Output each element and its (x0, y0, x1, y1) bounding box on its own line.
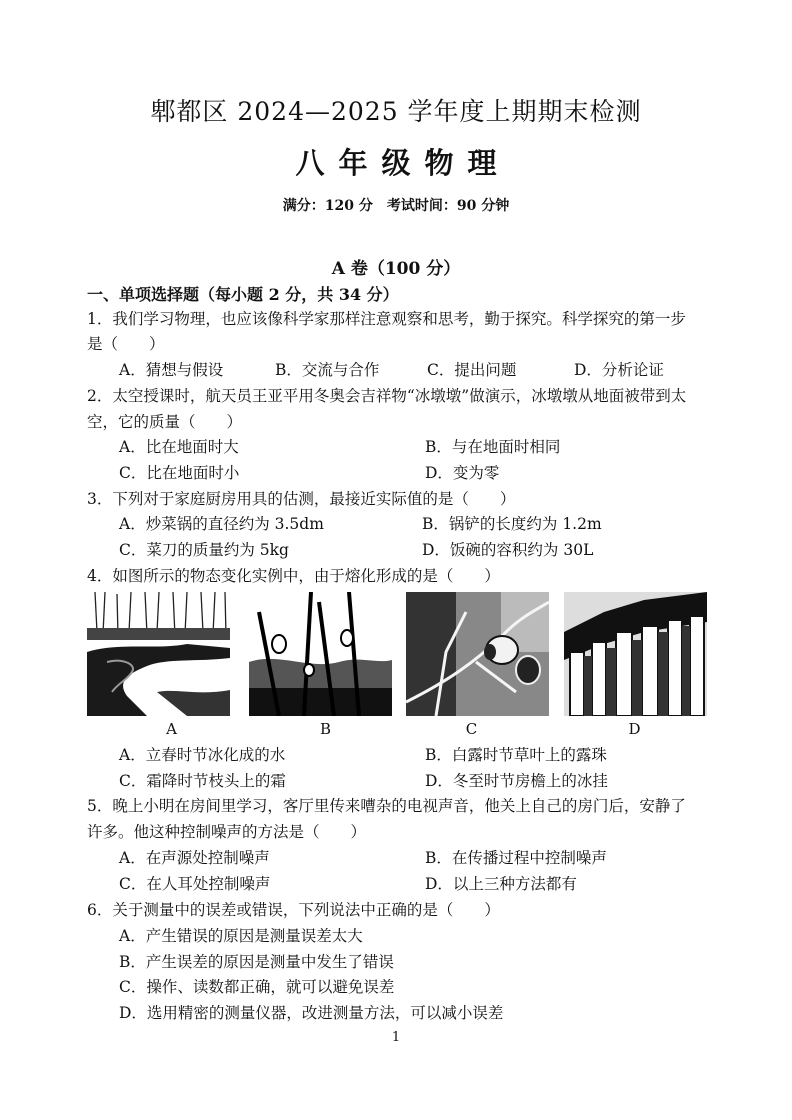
exam-meta (0, 195, 792, 215)
q6-option-a: A．产生错误的原因是测量误差太大 (119, 927, 363, 945)
q2-option-b: B．与在地面时相同 (425, 438, 561, 456)
question-6-stem: 6．关于测量中的误差或错误，下列说法中正确的是（ ） (87, 901, 500, 919)
question-2-stem: 2．太空授课时，航天员王亚平用冬奥会吉祥物“冰墩墩”做演示，冰墩墩从地面被带到太 (87, 387, 687, 405)
question-1-stem-cont: 是（ ） (87, 335, 165, 353)
q4-option-b: B．白露时节草叶上的露珠 (425, 746, 607, 764)
q3-option-a: A．炒菜锅的直径约为 3.5dm (119, 515, 324, 533)
q4-option-c: C．霜降时节枝头上的霜 (119, 772, 286, 790)
figure-a-melting-ice (87, 592, 230, 716)
paper-a-heading: A 卷（100 分） (331, 259, 461, 279)
figure-b-dew-grass (249, 592, 392, 716)
q2-option-d: D．变为零 (425, 464, 500, 482)
question-1-stem: 1．我们学习物理，也应该像科学家那样注意观察和思考，勤于探究。科学探究的第一步 (87, 310, 686, 328)
q5-option-b: B．在传播过程中控制噪声 (425, 849, 607, 867)
figure-c-frost-branch (406, 592, 549, 716)
figure-d-icicles (564, 592, 707, 716)
exam-title: 郫都区 2024—2025 学年度上期期末检测 (150, 97, 642, 126)
q5-option-d: D．以上三种方法都有 (425, 875, 577, 893)
q5-option-a: A．在声源处控制噪声 (119, 849, 270, 867)
question-5-stem-cont: 许多。他这种控制噪声的方法是（ ） (87, 823, 367, 841)
q4-option-a: A．立春时节冰化成的水 (119, 746, 286, 764)
q6-option-c: C．操作、读数都正确，就可以避免误差 (119, 978, 395, 996)
q1-option-a: A．猜想与假设 (119, 361, 224, 379)
q3-option-d: D．饭碗的容积约为 30L (422, 541, 594, 559)
page-number: 1 (391, 1030, 401, 1045)
full-score: 满分：120 分 (282, 198, 373, 214)
q2-option-c: C．比在地面时小 (119, 464, 240, 482)
section-heading: 一、单项选择题（每小题 2 分，共 34 分） (87, 285, 399, 304)
figure-label-c: C (465, 720, 478, 738)
q4-option-d: D．冬至时节房檐上的冰挂 (425, 772, 608, 790)
question-5-stem: 5．晚上小明在房间里学习，客厅里传来嘈杂的电视声音，他关上自己的房门后，安静了 (87, 797, 686, 815)
figure-label-d: D (628, 720, 641, 738)
q2-option-a: A．比在地面时大 (119, 438, 239, 456)
q1-option-b: B．交流与合作 (275, 361, 380, 379)
subject-title: 八年级物理 (295, 146, 511, 180)
q1-option-d: D．分析论证 (574, 361, 664, 379)
q3-option-b: B．锅铲的长度约为 1.2m (422, 515, 602, 533)
exam-time: 考试时间：90 分钟 (386, 198, 510, 214)
question-4-stem: 4．如图所示的物态变化实例中，由于熔化形成的是（ ） (87, 567, 500, 585)
figure-label-a: A (166, 720, 177, 738)
figure-label-b: B (319, 720, 332, 738)
q6-option-d: D．选用精密的测量仪器，改进测量方法，可以减小误差 (119, 1004, 504, 1022)
q5-option-c: C．在人耳处控制噪声 (119, 875, 271, 893)
q6-option-b: B．产生误差的原因是测量中发生了错误 (119, 953, 394, 971)
q1-option-c: C．提出问题 (427, 361, 517, 379)
question-3-stem: 3．下列对于家庭厨房用具的估测，最接近实际值的是（ ） (87, 490, 516, 508)
question-2-stem-cont: 空，它的质量（ ） (87, 413, 243, 431)
q3-option-c: C．菜刀的质量约为 5kg (119, 541, 289, 559)
